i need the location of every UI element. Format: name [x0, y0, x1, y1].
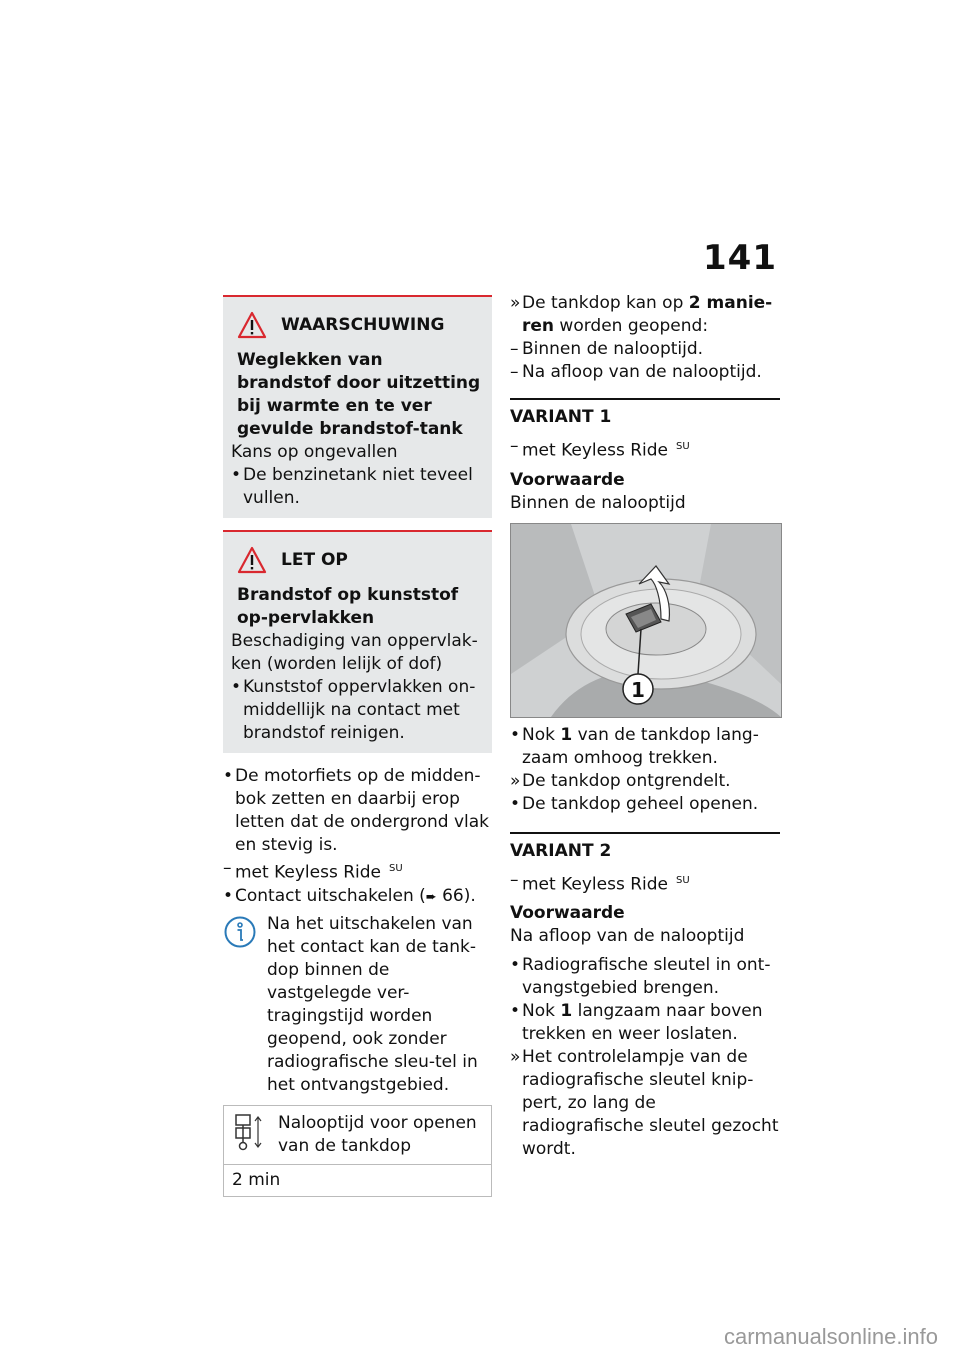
spec-label: Nalooptijd voor openen van de tankdop — [278, 1112, 477, 1156]
condition-keyless-text: met Keyless Ride — [235, 862, 381, 883]
variant-2-sup: SU — [676, 874, 690, 886]
photo-callout-1: 1 — [631, 677, 645, 702]
variant-2-step-2: • Nok 1 langzaam naar boven trekken en weer loslaten. — [510, 1001, 763, 1045]
variant-2-prereq: Na afloop van de nalooptijd — [510, 926, 745, 947]
intro-text-c: worden geopend: — [554, 316, 709, 336]
left-column — [223, 295, 492, 1197]
variant-2-step-1: • Radiografische sleutel in ont-vangstgebied brengen. — [510, 955, 771, 999]
info-icon — [223, 915, 257, 949]
variant-2-condition-text: met Keyless Ride — [522, 874, 668, 895]
caution-bullet: • Kunststof oppervlakken on-middellijk na contact met brandstof reinigen. — [231, 677, 476, 743]
intro-text-a: De tankdop kan op — [522, 293, 689, 313]
v1-s1b: 1 — [560, 724, 573, 745]
page-ref[interactable]: 66). — [442, 885, 476, 906]
intro-result: » De tankdop kan op 2 manie-ren worden geopend: — [510, 293, 773, 336]
step-ignition-off: • Contact uitschakelen (➨ 66). — [223, 885, 476, 906]
warning-bullet-text: De benzinetank niet teveel vullen. — [243, 465, 473, 508]
v1-s2: De tankdop ontgrendelt. — [522, 770, 731, 791]
v2-s2b: 1 — [560, 1001, 573, 1022]
v1-s1a: Nok — [522, 724, 561, 745]
warning-title: WAARSCHUWING — [281, 314, 445, 335]
variant-1-title: VARIANT 1 — [510, 407, 612, 427]
variant-2-condition: – met Keyless Ride $^{SU}$ — [510, 869, 690, 895]
variant-1-sup: SU — [676, 441, 690, 452]
variant-1-step-2: • De tankdop geheel openen. — [510, 793, 759, 814]
variant-2-section — [510, 832, 780, 1162]
right-column — [510, 292, 780, 1161]
step-ignition-text: Contact uitschakelen ( — [235, 885, 426, 906]
caution-risk: Beschadiging van oppervlak-ken (worden lelijk of dof) — [231, 631, 478, 674]
step-mainstand-text: De motorfiets op de midden-bok zetten en daarbij erop letten dat de ondergrond vlak en stevig is. — [235, 766, 490, 855]
timer-spec-icon — [232, 1112, 266, 1152]
v2-s2a: Nok — [522, 1001, 561, 1022]
v2-s3: Het controlelampje van de radiografische sleutel knip-pert, zo lang de radiografische sleutel gezocht wordt. — [522, 1047, 779, 1160]
option-1: – Binnen de nalooptijd. — [510, 339, 704, 359]
info-note — [223, 913, 492, 1097]
caution-title: LET OP — [281, 549, 348, 570]
option-2: – Na afloop van de nalooptijd. — [510, 362, 762, 382]
warning-box — [223, 295, 492, 518]
condition-sup: SU — [389, 863, 403, 874]
page-ref-arrow-icon[interactable]: ➨ — [425, 889, 437, 905]
caution-heading: Brandstof op kunststof op-pervlakken — [237, 585, 459, 628]
variant-2-result: » Het controlelampje van de radiografische sleutel knip-pert, zo lang de radiografische sleutel gezocht wordt. — [510, 1047, 779, 1160]
intro-text-b: 2 manie-ren — [522, 293, 773, 336]
page-number: 141 — [703, 238, 777, 278]
caution-bullet-text: Kunststof oppervlakken on-middellijk na contact met brandstof reinigen. — [243, 677, 476, 743]
option-1-text: Binnen de nalooptijd. — [522, 339, 704, 359]
variant-2-prereq-label: Voorwaarde — [510, 903, 625, 924]
v1-s3: De tankdop geheel openen. — [522, 793, 759, 814]
variant-1-prereq: Binnen de nalooptijd — [510, 492, 686, 513]
variant-1-prereq-label: Voorwaarde — [510, 469, 625, 490]
variant-1-condition: – met Keyless Ride $^{SU}$ — [510, 436, 690, 461]
spec-table — [223, 1105, 492, 1197]
variant-1-section — [510, 398, 780, 816]
v2-s1: Radiografische sleutel in ont-vangstgebied brengen. — [522, 955, 771, 999]
warning-risk: Kans op ongevallen — [231, 442, 398, 462]
warning-triangle-icon — [237, 311, 267, 339]
caution-box — [223, 530, 492, 753]
variant-1-condition-text: met Keyless Ride — [522, 440, 668, 461]
v1-s1c: van de tankdop lang-zaam omhoog trekken. — [522, 724, 759, 768]
watermark[interactable]: carmanualsonline.info — [723, 1324, 938, 1349]
spec-value: 2 min — [232, 1169, 281, 1190]
caution-triangle-icon — [237, 546, 267, 574]
fuel-cap-photo — [510, 523, 782, 718]
condition-keyless: – met Keyless Ride $^{SU}$ — [223, 858, 403, 883]
warning-heading: Weglekken van brandstof door uitzetting bij warmte en te ver gevulde brandstof-tank — [237, 350, 481, 439]
variant-1-result: » De tankdop ontgrendelt. — [510, 770, 731, 791]
step-mainstand: • De motorfiets op de midden-bok zetten en daarbij erop letten dat de ondergrond vlak en stevig is. — [223, 766, 490, 855]
variant-2-title: VARIANT 2 — [510, 840, 612, 861]
variant-1-step-1: • Nok 1 van de tankdop lang-zaam omhoog trekken. — [510, 724, 759, 768]
warning-bullet: • De benzinetank niet teveel vullen. — [231, 465, 473, 508]
option-2-text: Na afloop van de nalooptijd. — [522, 362, 762, 382]
v2-s2c: langzaam naar boven trekken en weer loslaten. — [522, 1001, 763, 1045]
info-note-text: Na het uitschakelen van het contact kan de tank-dop binnen de vastgelegde ver-tragingstijd worden geopend, ook zonder radiografische sleu-tel in het ontvangstgebied. — [267, 913, 478, 1095]
